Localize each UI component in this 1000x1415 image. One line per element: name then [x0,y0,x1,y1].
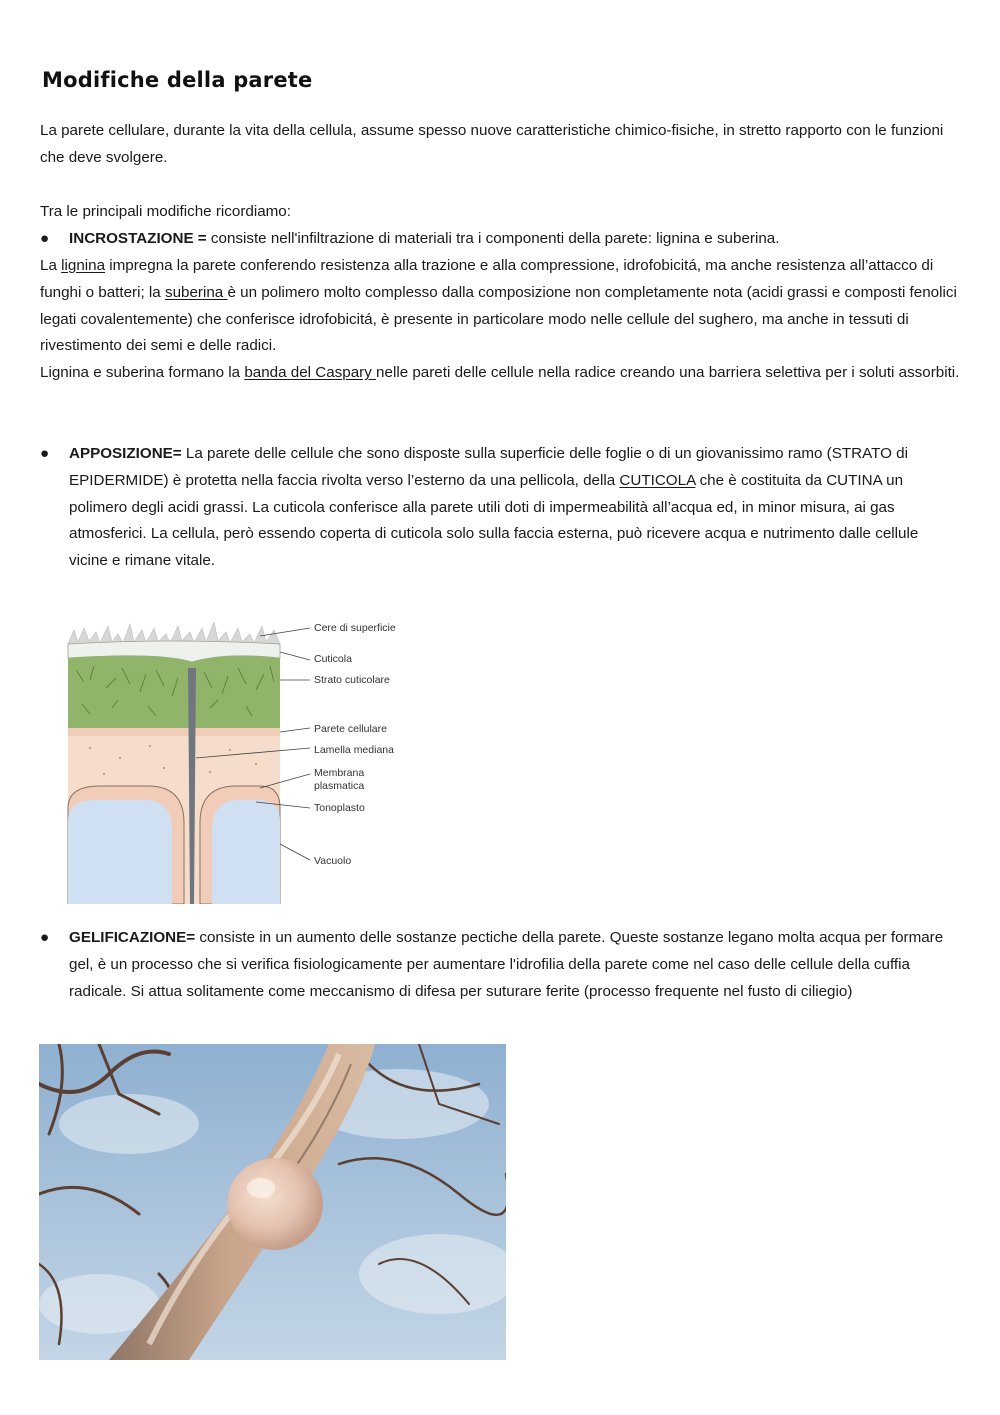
cuticle-diagram [60,608,420,904]
bullet-gelificazione-text [69,925,961,1005]
bullet-icon: ● [40,929,50,946]
bullet-icon: ● [40,230,50,247]
intro-paragraph [40,118,965,172]
label-cuticola: Cuticola [314,653,352,665]
lignina-text-a: La [40,257,62,274]
primary-wall [68,728,280,736]
page-title: Modifiche della parete [42,68,313,92]
label-plasmatica: plasmatica [314,780,365,792]
cuticle-diagram-svg [60,608,420,904]
term-cuticola: CUTICOLA [619,471,696,489]
label-lamella-mediana: Lamella mediana [314,744,394,756]
bullet-incrostazione-text [69,226,961,253]
intro-text: La parete cellulare, durante la vita della cellula, assume spesso nuove caratteristiche chimico-fisiche, in stretto rapporto con le funzioni che deve svolgere. [40,122,944,166]
label-membrana: Membrana [314,767,365,779]
label-parete-cellulare: Parete cellulare [314,723,387,735]
incrostazione-definition: consiste nell'infiltrazione di materiali tra i componenti della parete: lignina e suberina. [206,230,780,247]
label-strato-cuticolare: Strato cuticolare [314,674,390,686]
label-tonoplasto: Tonoplasto [314,802,365,814]
term-apposizione: APPOSIZIONE= [69,445,182,462]
term-gelificazione: GELIFICAZIONE= [69,929,196,946]
term-suberina: suberina [164,283,228,301]
left-vacuole [68,800,172,904]
lignina-text-c: è un polimero molto complesso dalla composizione non completamente nota (acidi grassi e composti fenolici legati covalentemente) che conferisce idrofobicitá, è presente in particolare modo nelle cellule del sughero, ma anche in tessuti di rivestimento dei semi e delle radici. [40,283,957,355]
bullet-icon: ● [40,445,50,462]
cherry-gum-photo-svg [39,1044,506,1360]
term-incrostazione: INCROSTAZIONE = [69,230,207,247]
term-banda-caspary: banda del Caspary [244,364,377,382]
lignina-paragraph [40,253,965,387]
apposizione-text-a: La parete delle cellule che sono disposte sulla superficie delle foglie o di un giovanissimo ramo (STRATO di EPIDERMIDE) è protetta nella faccia rivolta verso l’esterno da una pellicola, della [69,445,908,489]
lead-text: Tra le principali modifiche ricordiamo: [40,203,291,220]
lead-paragraph [40,199,965,226]
term-lignina: lignina [61,257,106,274]
cuticular-layer [68,656,280,728]
caspary-text-b: nelle pareti delle cellule nella radice creando una barriera selettiva per i soluti assorbiti. [376,364,960,382]
bullet-apposizione-text [69,441,961,575]
cherry-gum-photo [39,1044,506,1360]
label-vacuolo: Vacuolo [314,855,352,867]
caspary-text-a: Lignina e suberina formano la [40,364,245,382]
right-vacuole [212,800,280,904]
lignina-text-b: impregna la parete conferendo resistenza alla trazione e alla compressione, idrofobicitá, ma anche resistenza all’attacco di funghi o batteri; la [40,257,934,301]
gelificazione-definition: consiste in un aumento delle sostanze pectiche della parete. Queste sostanze legano molta acqua per formare gel, è un processo che si verifica fisiologicamente per aumentare l'idrofilia della parete come nel caso delle cellule della cuffia radicale. Si attua solitamente come meccanismo di difesa per suturare ferite (processo frequente nel fusto di ciliegio) [69,929,944,1000]
apposizione-text-b: che è costituita da CUTINA un polimero degli acidi grassi. La cuticola conferisce alla parete utili doti di impermeabilità all’acqua ed, in minor misura, ai gas atmosferici. La cellula, però essendo coperta di cuticola solo sulla faccia esterna, può ricevere acqua e nutrimento dalle cellule vicine e rimane vitale. [69,471,919,570]
label-cere: Cere di superficie [314,622,396,634]
